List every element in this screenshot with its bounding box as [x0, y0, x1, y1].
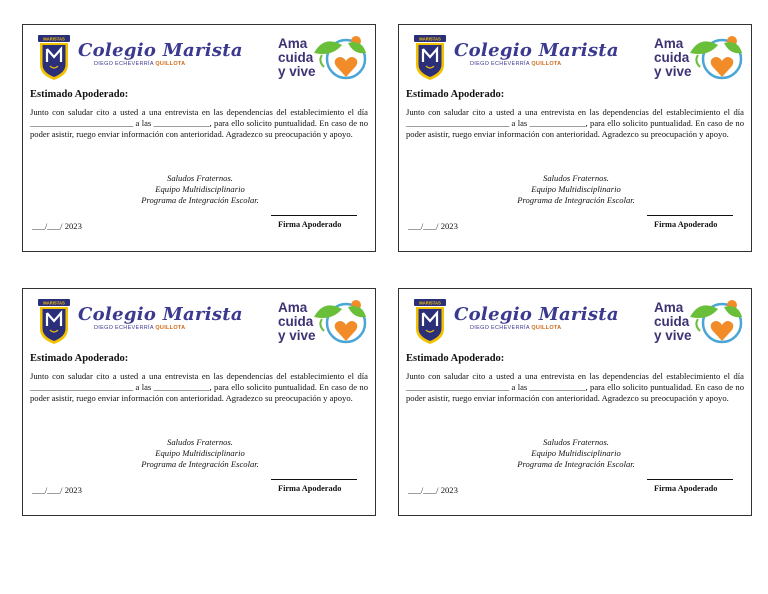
campaign-logo	[654, 33, 746, 85]
school-crest-icon	[412, 35, 448, 81]
date-field: ___/___/ 2023	[32, 221, 82, 231]
closing-team: Equipo Multidisciplinario	[155, 184, 245, 194]
leaf-heart-icon	[688, 33, 746, 85]
school-name: Colegio Marista	[78, 40, 243, 61]
campaign-slogan	[654, 37, 692, 79]
signature-line	[271, 479, 357, 480]
closing-program: Programa de Integración Escolar.	[141, 195, 259, 205]
school-subtitle-city: QUILLOTA	[155, 325, 186, 331]
signature-line	[647, 215, 733, 216]
closing-team: Equipo Multidisciplinario	[531, 448, 621, 458]
card-title: Estimado Apoderado:	[406, 89, 505, 100]
card-header	[23, 25, 375, 85]
closing-greeting: Saludos Fraternos.	[543, 437, 609, 447]
school-crest-icon	[36, 299, 72, 345]
leaf-heart-icon	[312, 33, 370, 85]
closing-greeting: Saludos Fraternos.	[167, 173, 233, 183]
school-subtitle-name: DIEGO ECHEVERRÍA	[94, 325, 154, 331]
date-field: ___/___/ 2023	[32, 485, 82, 495]
campaign-line-2: cuida	[278, 50, 314, 65]
card-title: Estimado Apoderado:	[406, 353, 505, 364]
signature-line	[271, 215, 357, 216]
closing-program: Programa de Integración Escolar.	[517, 195, 635, 205]
crest-banner-text: MARISTAS	[43, 36, 65, 42]
school-subtitle-name: DIEGO ECHEVERRÍA	[94, 61, 154, 67]
campaign-line-2: cuida	[654, 314, 690, 329]
school-crest-icon	[36, 35, 72, 81]
campaign-line-1: Ama	[654, 300, 684, 315]
campaign-line-2: cuida	[654, 50, 690, 65]
campaign-logo	[278, 33, 370, 85]
date-field: ___/___/ 2023	[408, 485, 458, 495]
campaign-line-3: y vive	[278, 64, 316, 79]
school-name: Colegio Marista	[454, 40, 619, 61]
signature-label: Firma Apoderado	[278, 484, 342, 493]
school-brand	[78, 305, 243, 331]
school-subtitle-name: DIEGO ECHEVERRÍA	[470, 325, 530, 331]
campaign-logo	[278, 297, 370, 349]
school-subtitle-city: QUILLOTA	[531, 325, 562, 331]
closing-program: Programa de Integración Escolar.	[517, 459, 635, 469]
school-subtitle-city: QUILLOTA	[155, 61, 186, 67]
card-closing	[23, 437, 377, 470]
card-header	[23, 289, 375, 349]
school-brand	[454, 41, 619, 67]
card-closing	[23, 173, 377, 206]
card-header	[399, 25, 751, 85]
campaign-line-3: y vive	[654, 64, 692, 79]
card-closing	[399, 437, 753, 470]
school-subtitle	[470, 61, 619, 67]
crest-banner-text: MARISTAS	[43, 300, 65, 306]
card-title: Estimado Apoderado:	[30, 353, 129, 364]
campaign-line-3: y vive	[278, 328, 316, 343]
school-brand	[78, 41, 243, 67]
school-subtitle-name: DIEGO ECHEVERRÍA	[470, 61, 530, 67]
card-body: Junto con saludar cito a usted a una entrevista en las dependencias del establecimiento el día ________________________ a las _____________, para ello solicito puntualidad. En caso de no poder asistir, ruego enviar información con anterioridad. Agradezco su preocupación y apoyo.	[30, 107, 368, 139]
school-subtitle	[94, 325, 243, 331]
school-subtitle	[94, 61, 243, 67]
card-body: Junto con saludar cito a usted a una entrevista en las dependencias del establecimiento el día ________________________ a las _____________, para ello solicito puntualidad. En caso de no poder asistir, ruego enviar información con anterioridad. Agradezco su preocupación y apoyo.	[406, 107, 744, 139]
leaf-heart-icon	[312, 297, 370, 349]
campaign-line-1: Ama	[278, 300, 308, 315]
campaign-logo	[654, 297, 746, 349]
signature-label: Firma Apoderado	[654, 484, 718, 493]
closing-greeting: Saludos Fraternos.	[167, 437, 233, 447]
leaf-heart-icon	[688, 297, 746, 349]
closing-program: Programa de Integración Escolar.	[141, 459, 259, 469]
campaign-slogan	[278, 301, 316, 343]
school-subtitle	[470, 325, 619, 331]
campaign-slogan	[654, 301, 692, 343]
school-brand	[454, 305, 619, 331]
school-name: Colegio Marista	[454, 304, 619, 325]
school-name: Colegio Marista	[78, 304, 243, 325]
card-body: Junto con saludar cito a usted a una entrevista en las dependencias del establecimiento el día ________________________ a las _____________, para ello solicito puntualidad. En caso de no poder asistir, ruego enviar información con anterioridad. Agradezco su preocupación y apoyo.	[30, 371, 368, 403]
closing-team: Equipo Multidisciplinario	[155, 448, 245, 458]
signature-line	[647, 479, 733, 480]
signature-label: Firma Apoderado	[278, 220, 342, 229]
closing-team: Equipo Multidisciplinario	[531, 184, 621, 194]
appointment-card	[398, 24, 752, 252]
card-body: Junto con saludar cito a usted a una entrevista en las dependencias del establecimiento el día ________________________ a las _____________, para ello solicito puntualidad. En caso de no poder asistir, ruego enviar información con anterioridad. Agradezco su preocupación y apoyo.	[406, 371, 744, 403]
card-title: Estimado Apoderado:	[30, 89, 129, 100]
school-subtitle-city: QUILLOTA	[531, 61, 562, 67]
crest-banner-text: MARISTAS	[419, 36, 441, 42]
date-field: ___/___/ 2023	[408, 221, 458, 231]
school-crest-icon	[412, 299, 448, 345]
appointment-card	[22, 24, 376, 252]
campaign-line-1: Ama	[654, 36, 684, 51]
card-header	[399, 289, 751, 349]
appointment-card	[22, 288, 376, 516]
campaign-line-2: cuida	[278, 314, 314, 329]
appointment-card	[398, 288, 752, 516]
campaign-line-3: y vive	[654, 328, 692, 343]
crest-banner-text: MARISTAS	[419, 300, 441, 306]
card-closing	[399, 173, 753, 206]
signature-label: Firma Apoderado	[654, 220, 718, 229]
campaign-line-1: Ama	[278, 36, 308, 51]
closing-greeting: Saludos Fraternos.	[543, 173, 609, 183]
campaign-slogan	[278, 37, 316, 79]
